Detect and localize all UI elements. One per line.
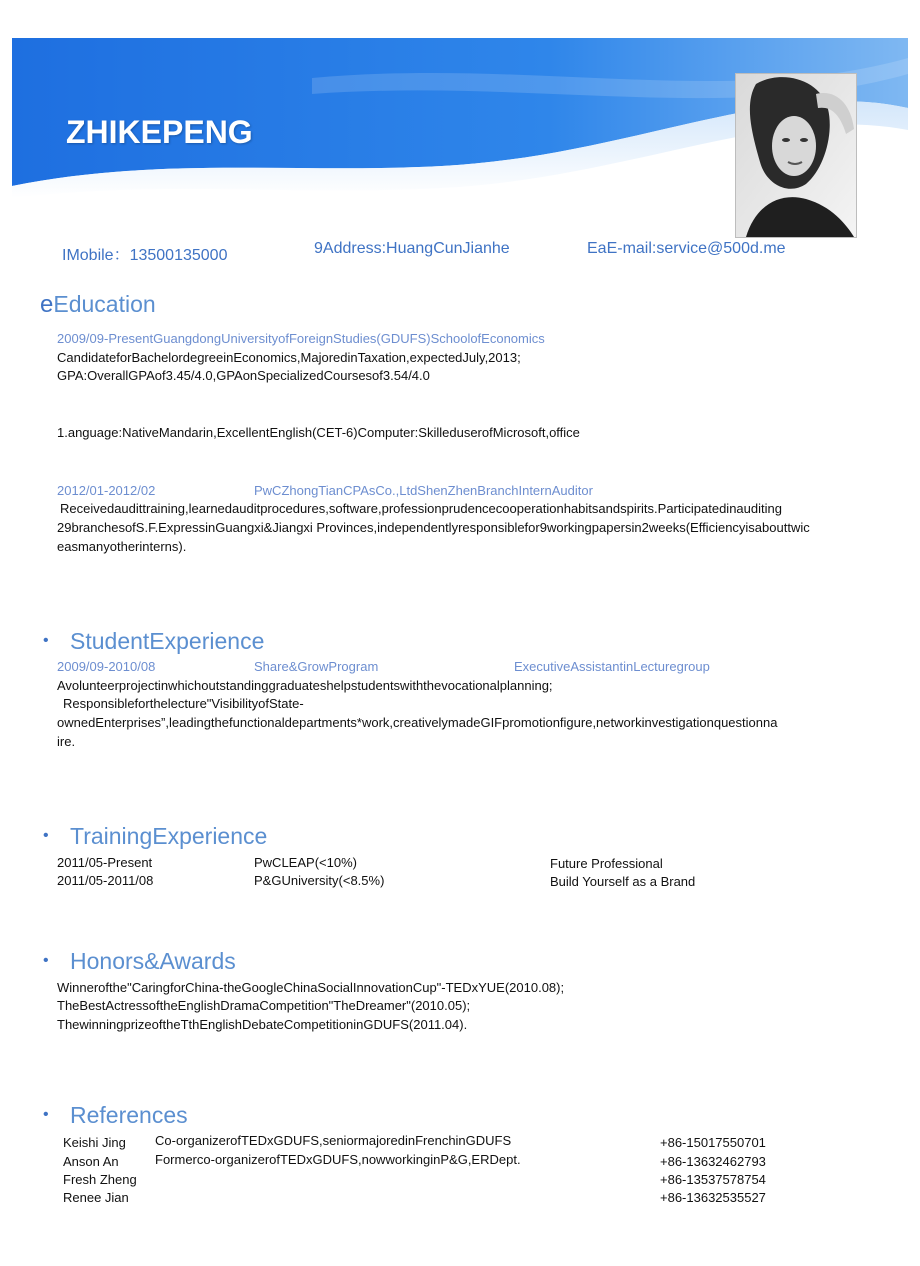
student-date: 2009/09-2010/08 <box>57 659 156 674</box>
student-program: Share&GrowProgram <box>254 659 379 674</box>
intern-desc-line: 29branchesofS.F.ExpressinGuangxi&Jiangxi Provinces,independentlyresponsiblefor9workingpapersin2weeks(Efficiencyisabouttwic <box>57 520 810 535</box>
student-title: StudentExperience <box>70 628 265 654</box>
reference-name: Anson An <box>63 1154 119 1169</box>
skills-line: 1.anguage:NativeMandarin,ExcellentEnglish(CET-6)Computer:SkilleduserofMicrosoft,office <box>57 425 580 440</box>
references-title: References <box>70 1102 188 1128</box>
training-note: Future Professional <box>550 856 663 871</box>
reference-desc: Formerco-organizerofTEDxGDUFS,nowworkinginP&G,ERDept. <box>155 1152 521 1167</box>
education-gpa-line: GPA:OverallGPAof3.45/4.0,GPAonSpecializedCoursesof3.54/4.0 <box>57 368 430 383</box>
reference-phone: +86-13632535527 <box>660 1190 766 1205</box>
profile-photo <box>735 73 857 238</box>
reference-name: Keishi Jing <box>63 1135 126 1150</box>
intern-desc-line: easmanyotherinterns). <box>57 539 187 554</box>
reference-phone: +86-15017550701 <box>660 1135 766 1150</box>
references-bullet: • <box>43 1106 49 1123</box>
education-title-prefix: e <box>40 291 54 318</box>
student-line: Responsibleforthelecture"VisibilityofState- <box>63 696 304 711</box>
intern-date: 2012/01-2012/02 <box>57 483 156 498</box>
honors-title: Honors&Awards <box>70 948 236 974</box>
training-date: 2011/05-Present <box>57 855 153 870</box>
student-line: ire. <box>57 734 76 749</box>
address-info: 9Address:HuangCunJianhe <box>314 240 510 257</box>
reference-name: Renee Jian <box>63 1190 129 1205</box>
reference-desc: Co-organizerofTEDxGDUFS,seniormajoredinFrenchinGDUFS <box>155 1133 512 1148</box>
student-line: ownedEnterprises”,leadingthefunctionaldepartments*work,creativelymadeGIFpromotionfigure,networkinvestigationquestionna <box>57 715 778 730</box>
training-bullet: • <box>43 827 49 844</box>
email-info: EaE-mail:service@500d.me <box>587 240 786 257</box>
training-program: PwCLEAP(<10%) <box>254 855 357 870</box>
honor-line: ThewinningprizeoftheTthEnglishDebateCompetitioninGDUFS(2011.04). <box>57 1017 468 1032</box>
education-school-line: 2009/09-PresentGuangdongUniversityofForeignStudies(GDUFS)SchoolofEconomics <box>57 331 545 346</box>
training-date: 2011/05-2011/08 <box>57 873 154 888</box>
mobile-info: IMobile：13500135000 <box>62 247 228 264</box>
intern-org: PwCZhongTianCPAsCo.,LtdShenZhenBranchInternAuditor <box>254 483 593 498</box>
training-note: Build Yourself as a Brand <box>550 874 696 889</box>
intern-desc-line: Receivedaudittraining,learnedauditprocedures,software,professionprudencecooperationhabitsandspirits.Participatedinauditing <box>60 501 782 516</box>
reference-name: Fresh Zheng <box>63 1172 137 1187</box>
student-bullet: • <box>43 632 49 649</box>
education-heading <box>40 291 156 319</box>
education-title: Education <box>53 291 156 317</box>
training-title: TrainingExperience <box>70 823 268 849</box>
education-degree-line: CandidateforBachelordegreeinEconomics,MajoredinTaxation,expectedJuly,2013; <box>57 350 521 365</box>
student-role: ExecutiveAssistantinLecturegroup <box>514 659 710 674</box>
student-line: Avolunteerprojectinwhichoutstandinggraduateshelpstudentswiththevocationalplanning; <box>57 678 553 693</box>
reference-phone: +86-13632462793 <box>660 1154 766 1169</box>
honor-line: TheBestActressoftheEnglishDramaCompetition"TheDreamer"(2010.05); <box>57 998 471 1013</box>
candidate-name: ZHIKEPENG <box>66 114 253 150</box>
training-program: P&GUniversity(<8.5%) <box>254 873 385 888</box>
reference-phone: +86-13537578754 <box>660 1172 766 1187</box>
honor-line: Winnerofthe"CaringforChina-theGoogleChinaSocialInnovationCup"-TEDxYUE(2010.08); <box>57 980 565 995</box>
honors-bullet: • <box>43 952 49 969</box>
